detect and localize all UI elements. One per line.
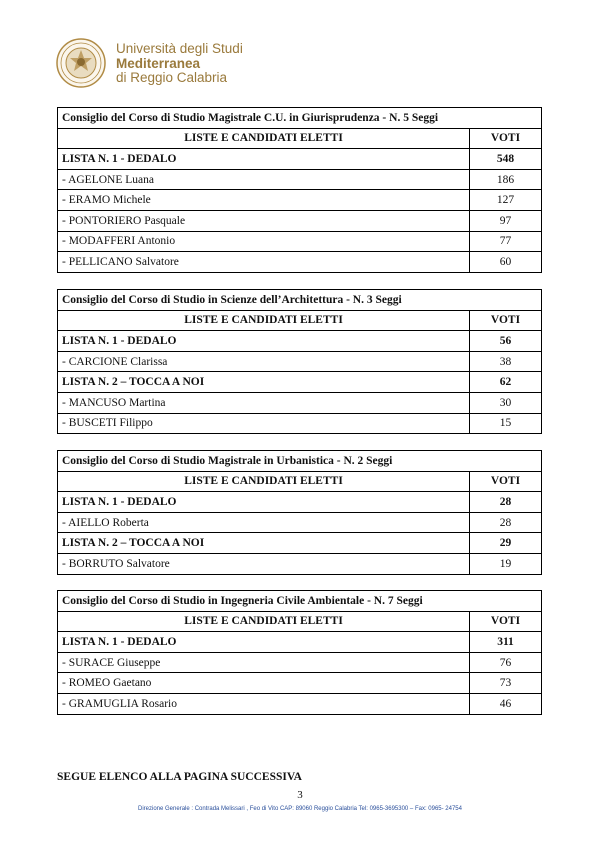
row-votes: 28: [470, 512, 542, 533]
table-row: [58, 673, 542, 694]
table-row: [58, 372, 542, 393]
row-votes: 15: [470, 413, 542, 434]
table-row: [58, 231, 542, 252]
row-votes: 46: [470, 693, 542, 714]
row-name: - PELLICANO Salvatore: [58, 252, 470, 273]
row-votes: 97: [470, 210, 542, 231]
row-name: LISTA N. 1 - DEDALO: [58, 331, 470, 352]
table-row: [58, 413, 542, 434]
table-row: [58, 533, 542, 554]
row-votes: 76: [470, 652, 542, 673]
table-row: [58, 392, 542, 413]
row-name: - SURACE Giuseppe: [58, 652, 470, 673]
row-name: LISTA N. 2 – TOCCA A NOI: [58, 372, 470, 393]
row-votes: 56: [470, 331, 542, 352]
row-votes: 548: [470, 149, 542, 170]
table-row: [58, 553, 542, 574]
row-votes: 60: [470, 252, 542, 273]
table-row: [58, 512, 542, 533]
university-seal-icon: [56, 38, 106, 88]
results-table-ingegneria: [57, 590, 542, 715]
row-votes: 29: [470, 533, 542, 554]
results-table-architettura: [57, 289, 542, 434]
row-votes: 38: [470, 351, 542, 372]
column-header-lists: LISTE E CANDIDATI ELETTI: [58, 471, 470, 492]
table-row: [58, 351, 542, 372]
row-name: LISTA N. 1 - DEDALO: [58, 149, 470, 170]
column-header-votes: VOTI: [470, 611, 542, 632]
table-title: Consiglio del Corso di Studio in Scienze dell’Architettura - N. 3 Seggi: [58, 290, 542, 311]
results-table-urbanistica: [57, 450, 542, 575]
row-name: - AGELONE Luana: [58, 169, 470, 190]
table-row: [58, 210, 542, 231]
row-name: - GRAMUGLIA Rosario: [58, 693, 470, 714]
row-votes: 28: [470, 492, 542, 513]
row-votes: 62: [470, 372, 542, 393]
row-name: - AIELLO Roberta: [58, 512, 470, 533]
row-votes: 77: [470, 231, 542, 252]
results-table-giurisprudenza: [57, 107, 542, 273]
row-votes: 30: [470, 392, 542, 413]
column-header-lists: LISTE E CANDIDATI ELETTI: [58, 310, 470, 331]
university-logo: [56, 38, 256, 90]
row-name: - BUSCETI Filippo: [58, 413, 470, 434]
row-votes: 127: [470, 190, 542, 211]
table-row: [58, 149, 542, 170]
row-name: - MANCUSO Martina: [58, 392, 470, 413]
row-name: LISTA N. 2 – TOCCA A NOI: [58, 533, 470, 554]
row-name: - MODAFFERI Antonio: [58, 231, 470, 252]
row-name: LISTA N. 1 - DEDALO: [58, 632, 470, 653]
table-row: [58, 492, 542, 513]
row-name: - PONTORIERO Pasquale: [58, 210, 470, 231]
row-name: - BORRUTO Salvatore: [58, 553, 470, 574]
table-row: [58, 169, 542, 190]
table-title: Consiglio del Corso di Studio Magistrale C.U. in Giurisprudenza - N. 5 Seggi: [58, 108, 542, 129]
table-row: [58, 331, 542, 352]
row-name: - CARCIONE Clarissa: [58, 351, 470, 372]
logo-line-2: Mediterranea: [116, 55, 201, 71]
column-header-lists: LISTE E CANDIDATI ELETTI: [58, 128, 470, 149]
logo-line-3: di Reggio Calabria: [116, 70, 228, 85]
column-header-votes: VOTI: [470, 128, 542, 149]
row-name: - ERAMO Michele: [58, 190, 470, 211]
row-name: - ROMEO Gaetano: [58, 673, 470, 694]
row-votes: 73: [470, 673, 542, 694]
row-votes: 186: [470, 169, 542, 190]
table-title: Consiglio del Corso di Studio Magistrale in Urbanistica - N. 2 Seggi: [58, 451, 542, 472]
table-row: [58, 632, 542, 653]
row-name: LISTA N. 1 - DEDALO: [58, 492, 470, 513]
page-number: 3: [297, 789, 303, 801]
column-header-votes: VOTI: [470, 310, 542, 331]
row-votes: 311: [470, 632, 542, 653]
column-header-lists: LISTE E CANDIDATI ELETTI: [58, 611, 470, 632]
table-row: [58, 252, 542, 273]
footer-address: Direzione Generale : Contrada Melissari , Feo di Vito CAP: 89060 Reggio Calabria Tel: 0965-3695300 – Fax: 0965- 24754: [138, 806, 462, 812]
table-row: [58, 693, 542, 714]
table-title: Consiglio del Corso di Studio in Ingegneria Civile Ambientale - N. 7 Seggi: [58, 591, 542, 612]
table-row: [58, 652, 542, 673]
continued-note: SEGUE ELENCO ALLA PAGINA SUCCESSIVA: [57, 771, 302, 783]
column-header-votes: VOTI: [470, 471, 542, 492]
logo-line-1: Università degli Studi: [116, 41, 243, 56]
table-row: [58, 190, 542, 211]
row-votes: 19: [470, 553, 542, 574]
